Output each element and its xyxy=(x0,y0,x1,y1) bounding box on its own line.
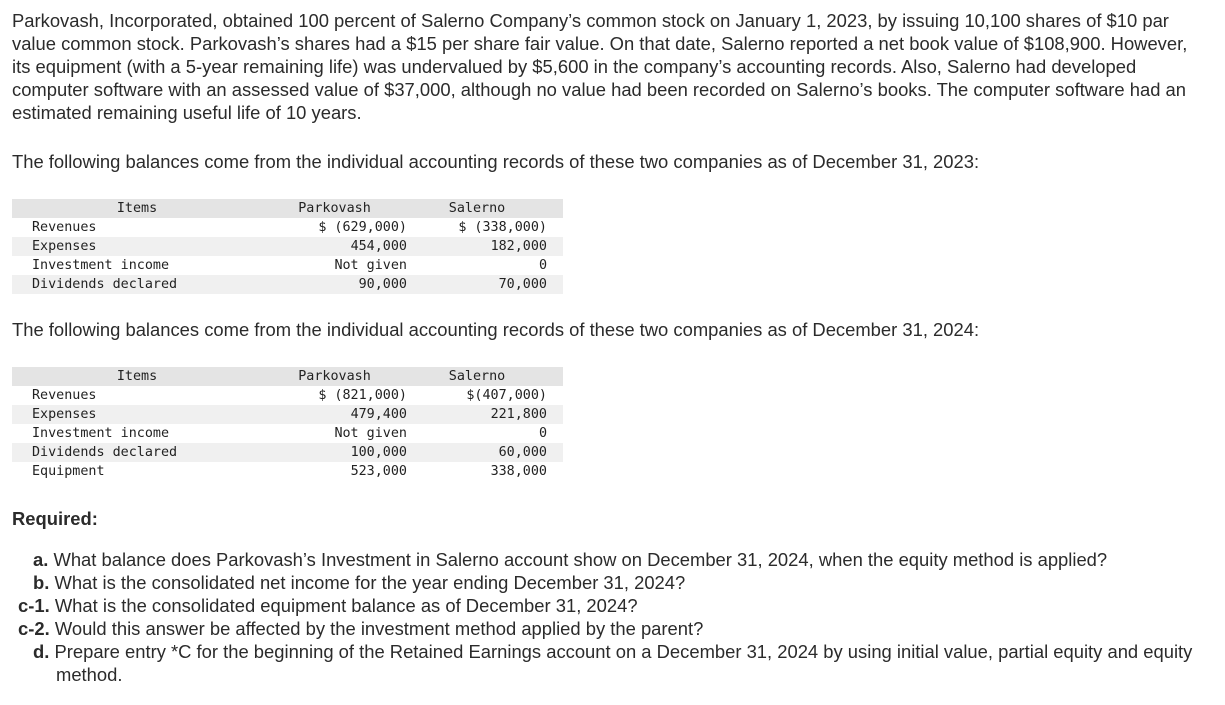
parkovash-value: 100,000 xyxy=(262,443,407,462)
table-header-row xyxy=(12,367,563,386)
row-label: Expenses xyxy=(12,405,262,424)
salerno-value: 221,800 xyxy=(407,405,547,424)
parkovash-value: $ (629,000) xyxy=(318,220,407,235)
table-row xyxy=(12,424,563,443)
question-text: Prepare entry *C for the beginning of the Retained Earnings account on a December 31, 2024 by using initial value, partial equity and equity method. xyxy=(54,641,1193,685)
row-label: Revenues xyxy=(32,220,97,235)
question-text: What is the consolidated net income for the year ending December 31, 2024? xyxy=(54,572,686,593)
balances-2024-lead: The following balances come from the individual accounting records of these two companies as of December 31, 2024: xyxy=(12,319,980,340)
question-text: What is the consolidated equipment balance as of December 31, 2024? xyxy=(54,595,638,616)
header-items: Items xyxy=(12,367,262,386)
table-header-row xyxy=(12,199,563,218)
problem-intro: Parkovash, Incorporated, obtained 100 percent of Salerno Company’s common stock on January 1, 2023, by issuing 10,100 shares of $10 par value common stock. Parkovash’s shares had a $15 per share fair value. On that date, Salerno reported a net book value of $108,900. However, its equipment (with a 5-year remaining life) was undervalued by $5,600 in the company’s accounting records. Also, Salerno had developed computer software with an assessed value of $37,000, although no value had been recorded on Salerno’s books. The computer software had an estimated remaining useful life of 10 years. xyxy=(12,10,1188,123)
table-row xyxy=(12,237,563,256)
salerno-value: 0 xyxy=(538,258,547,273)
balances-2024-table xyxy=(12,367,563,481)
parkovash-value: $ (821,000) xyxy=(318,388,407,403)
salerno-value: 0 xyxy=(538,426,547,441)
question-label: a. xyxy=(33,549,49,570)
parkovash-value: 454,000 xyxy=(262,237,407,256)
header-parkovash: Parkovash xyxy=(262,199,407,218)
parkovash-value: 479,400 xyxy=(262,405,407,424)
row-label: Investment income xyxy=(32,426,170,441)
question-text: What balance does Parkovash’s Investment in Salerno account show on December 31, 2024, when the equity method is applied? xyxy=(53,549,1108,570)
table-row xyxy=(12,462,563,481)
row-label: Revenues xyxy=(32,388,97,403)
table-row xyxy=(12,443,563,462)
table-row xyxy=(12,275,563,294)
question-label: c-2. xyxy=(18,618,50,639)
question-d xyxy=(33,640,1193,686)
row-label: Equipment xyxy=(32,464,105,479)
table-row xyxy=(12,256,563,275)
question-a xyxy=(33,548,1213,571)
question-text: Would this answer be affected by the investment method applied by the parent? xyxy=(54,618,704,639)
header-salerno: Salerno xyxy=(407,367,547,386)
row-label: Investment income xyxy=(32,258,170,273)
row-label: Dividends declared xyxy=(12,275,262,294)
question-b xyxy=(33,571,1213,594)
row-label: Dividends declared xyxy=(12,443,262,462)
parkovash-value: 90,000 xyxy=(262,275,407,294)
required-heading: Required: xyxy=(12,508,98,529)
salerno-value: 60,000 xyxy=(407,443,547,462)
parkovash-value: 523,000 xyxy=(350,464,407,479)
balances-2023-lead: The following balances come from the individual accounting records of these two companies as of December 31, 2023: xyxy=(12,151,980,172)
salerno-value: 182,000 xyxy=(407,237,547,256)
question-label: d. xyxy=(33,641,50,662)
header-items: Items xyxy=(12,199,262,218)
balances-2023-table xyxy=(12,199,563,294)
question-c1 xyxy=(18,594,1208,617)
table-row xyxy=(12,405,563,424)
header-gap xyxy=(547,199,563,218)
table-row xyxy=(12,386,563,405)
header-salerno: Salerno xyxy=(407,199,547,218)
header-gap xyxy=(547,367,563,386)
question-c2 xyxy=(18,617,1208,640)
question-label: c-1. xyxy=(18,595,50,616)
salerno-value: 70,000 xyxy=(407,275,547,294)
row-label: Expenses xyxy=(12,237,262,256)
table-row xyxy=(12,218,563,237)
salerno-value: $(407,000) xyxy=(466,388,547,403)
parkovash-value: Not given xyxy=(334,426,407,441)
header-parkovash: Parkovash xyxy=(262,367,407,386)
salerno-value: $ (338,000) xyxy=(458,220,547,235)
salerno-value: 338,000 xyxy=(490,464,547,479)
parkovash-value: Not given xyxy=(334,258,407,273)
question-label: b. xyxy=(33,572,50,593)
